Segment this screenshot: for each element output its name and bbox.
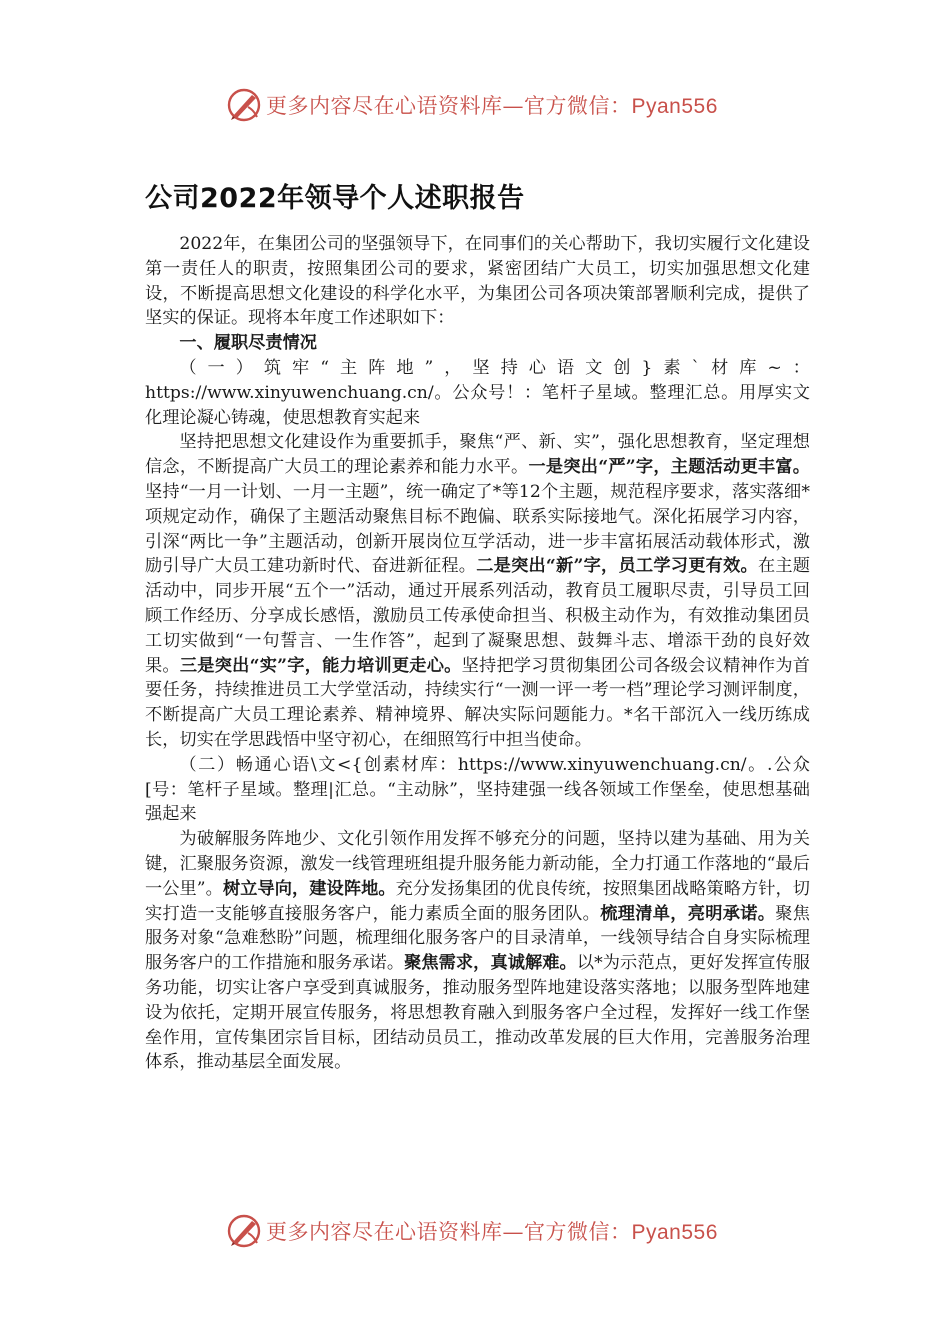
paragraph-2-text: 充分发扬集团的优良传统，按照集团战略策略方针，切实打造一支能够直接服务客户，能力素质全面的服务团队。 [145,878,810,924]
banner-text [266,90,718,120]
paragraph-1-bold-3: 三是突出“实”字，能力培训更走心。 [179,655,462,676]
document-body [145,232,810,1075]
banner-separator: — [502,1220,524,1244]
paragraph-2-bold-2: 梳理清单，亮明承诺。 [600,903,776,924]
banner-text [266,1216,718,1246]
banner-main-text: 更多内容尽在心语资料库 [266,1220,503,1244]
paragraph-2-text: 为破解服务阵地少、文化引领作用发挥不够充分的问题，坚持以建为基础、用为关键，汇聚服务资源，激发一线管理班组提升服务能力新动能，全力打通工作落地的“最后一公里”。 [145,829,810,899]
pen-logo-icon [226,1213,262,1249]
banner-separator: — [502,94,524,118]
paragraph-2-text: 以*为示范点，更好发挥宣传服务功能，切实让客户享受到真诚服务，推动服务型阵地建设落实落地；以服务型阵地建设为依托，定期开展宣传服务，将思想教育融入到服务客户全过程，发挥好一线工作堡垒作用，宣传集团宗旨目标，团结动员员工，推动改革发展的巨大作用，完善服务治理体系，推动基层全面发展。 [145,953,810,1073]
subsection-heading-2: （二）畅通心语\文<{创素材库：https://www.xinyuwenchuang.cn/。.公众[号：笔杆子星域。整理|汇总。“主动脉”，坚持建强一线各领域工作堡垒，使思想基础强起来 [145,754,810,825]
paragraph-1 [145,430,810,752]
intro-paragraph: 2022年，在集团公司的坚强领导下，在同事们的关心帮助下，我切实履行文化建设第一责任人的职责，按照集团公司的要求，紧密团结广大员工，切实加强思想文化建设，不断提高思想文化建设的科学化水平，为集团公司各项决策部署顺利完成，提供了坚实的保证。现将本年度工作述职如下： [145,234,810,329]
paragraph-1-text: 在主题活动中，同步开展“五个一”活动，通过开展系列活动，教育员工履职尽责，引导员工回顾工作经历、分享成长感悟，激励员工传承使命担当、积极主动作为，有效推动集团员工切实做到“一句誓言、一生作答”，起到了凝聚思想、鼓舞斗志、增添干劲的良好效果。 [145,556,810,676]
footer-banner [0,1212,950,1252]
banner-wechat-label: 官方微信： [524,94,632,118]
paragraph-1-bold-1: 一是突出“严”字，主题活动更丰富。 [528,457,810,478]
paragraph-1-text: 坚持把学习贯彻集团公司各级会议精神作为首要任务，持续推进员工大学堂活动，持续实行“一测一评一考一档”理论学习测评制度，不断提高广大员工理论素养、精神境界、解决实际问题能力。*名干部沉入一线历练成长，切实在学思践悟中坚守初心，在细照笃行中担当使命。 [145,655,810,750]
subsection-heading-1: （一）筑牢“主阵地”，坚持心语文创}素`材库~：https://www.xinyuwenchuang.cn/。公众号！：笔杆子星域。整理汇总。用厚实文化理论凝心铸魂，使思想教育实起来 [145,357,810,428]
pen-logo-icon [226,87,262,123]
paragraph-2 [145,827,810,1075]
document-title: 公司2022年领导个人述职报告 [145,183,525,214]
paragraph-2-text: 聚焦服务对象“急难愁盼”问题，梳理细化服务客户的目录清单，一线领导结合自身实际梳理服务客户的工作措施和服务承诺。 [145,903,810,974]
paragraph-2-bold-1: 树立导向，建设阵地。 [222,878,396,899]
header-banner [0,86,950,126]
paragraph-1-bold-2: 二是突出“新”字，员工学习更有效。 [476,556,758,577]
paragraph-1-text: 坚持把思想文化建设作为重要抓手，聚焦“严、新、实”，强化思想教育，坚定理想信念，不断提高广大员工的理论素养和能力水平。 [145,432,810,478]
banner-wechat-id: Pyan556 [631,1221,718,1244]
section-heading: 一、履职尽责情况 [179,333,317,354]
banner-wechat-id: Pyan556 [631,95,718,118]
paragraph-2-bold-3: 聚焦需求，真诚解难。 [404,953,577,974]
paragraph-1-text: 坚持“一月一计划、一月一主题”，统一确定了*等12个主题，规范程序要求，落实落细*项规定动作，确保了主题活动聚焦目标不跑偏、联系实际接地气。深化拓展学习内容，引深“两比一争”主题活动，创新开展岗位互学活动，进一步丰富拓展活动载体形式，激励引导广大员工建功新时代、奋进新征程。 [145,481,810,577]
banner-main-text: 更多内容尽在心语资料库 [266,94,503,118]
banner-wechat-label: 官方微信： [524,1220,632,1244]
